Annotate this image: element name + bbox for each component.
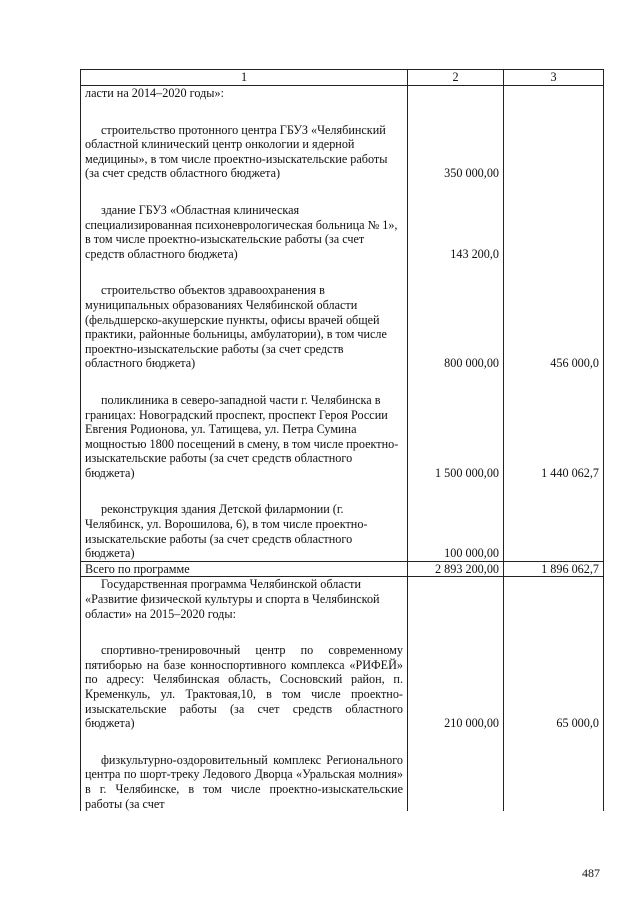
row-value-col3: 65 000,0 bbox=[504, 643, 604, 731]
table-row bbox=[81, 261, 604, 371]
header-col-1: 1 bbox=[81, 70, 408, 86]
row-text: поликлиника в северо-западной части г. Челябинска в границах: Новоградский проспект, проспект Героя России Евгения Родионова, ул. Татищева, ул. Петра Сумина мощностью 1800 посещений в смену, в том числе проектно-изыскательские работы (за счет средств областного бюджета) bbox=[85, 392, 399, 480]
table-row bbox=[81, 181, 604, 261]
row-text: здание ГБУЗ «Областная клиническая специализированная психоневрологическая больница № 1», в том числе проектно-изыскательские работы (за счет средств областного бюджета) bbox=[85, 202, 398, 261]
row-value-col3: 456 000,0 bbox=[504, 261, 604, 371]
table-row bbox=[81, 577, 604, 643]
budget-table bbox=[80, 69, 604, 811]
table-row bbox=[81, 480, 604, 561]
page-number: 487 bbox=[582, 866, 600, 880]
row-text: спортивно-тренировочный центр по современному пятиборью на базе конноспортивного комплекса «РИФЕЙ» по адресу: Челябинская область, Сосновский район, п. Кременкуль, ул. Трактовая,10, в том числе проектно-изыскательские работы (за счет средств областного бюджета) bbox=[85, 643, 403, 731]
row-value-col3 bbox=[504, 480, 604, 561]
row-value-col2 bbox=[408, 86, 504, 123]
total-value-col2: 2 893 200,00 bbox=[408, 561, 504, 577]
row-value-col2: 800 000,00 bbox=[408, 261, 504, 371]
row-value-col3 bbox=[504, 731, 604, 811]
table-row bbox=[81, 371, 604, 481]
row-value-col3: 1 440 062,7 bbox=[504, 371, 604, 481]
header-col-2: 2 bbox=[408, 70, 504, 86]
row-value-col2: 350 000,00 bbox=[408, 123, 504, 181]
row-value-col2 bbox=[408, 577, 504, 643]
table-row bbox=[81, 731, 604, 811]
table-row bbox=[81, 86, 604, 123]
row-value-col3 bbox=[504, 123, 604, 181]
table-row bbox=[81, 643, 604, 731]
table-header-row bbox=[81, 70, 604, 86]
row-value-col2: 143 200,0 bbox=[408, 181, 504, 261]
row-text: строительство протонного центра ГБУЗ «Челябинский областной клинический центр онкологии и ядерной медицины», в том числе проектно-изыскательские работы (за счет средств областного бюджета) bbox=[85, 122, 388, 181]
total-row bbox=[81, 561, 604, 577]
row-value-col2: 210 000,00 bbox=[408, 643, 504, 731]
header-col-3: 3 bbox=[504, 70, 604, 86]
row-value-col2: 1 500 000,00 bbox=[408, 371, 504, 481]
total-label: Всего по программе bbox=[81, 561, 408, 577]
row-text: строительство объектов здравоохранения в муниципальных образованиях Челябинской области (фельдшерско-акушерские пункты, офисы врачей общей практики, районные больницы, амбулатории), в том числе проектно-изыскательские работы (за счет средств областного бюджета) bbox=[85, 283, 387, 371]
program-title: Государственная программа Челябинской области «Развитие физической культуры и спорта в Челябинской области» на 2015–2020 годы: bbox=[85, 577, 380, 621]
total-value-col3: 1 896 062,7 bbox=[504, 561, 604, 577]
row-value-col3 bbox=[504, 181, 604, 261]
row-text: физкультурно-оздоровительный комплекс Регионального центра по шорт-треку Ледового Дворца «Уральская молния» в г. Челябинске, в том числе проектно-изыскательские работы (за счет bbox=[85, 752, 403, 811]
row-value-col2: 100 000,00 bbox=[408, 480, 504, 561]
row-value-col2 bbox=[408, 731, 504, 811]
row-value-col3 bbox=[504, 86, 604, 123]
table-row bbox=[81, 123, 604, 181]
row-text: ласти на 2014–2020 годы»: bbox=[85, 86, 224, 100]
row-value-col3 bbox=[504, 577, 604, 643]
row-text: реконструкция здания Детской филармонии (г. Челябинск, ул. Ворошилова, 6), в том числе проектно-изыскательские работы (за счет средств областного бюджета) bbox=[85, 502, 368, 561]
